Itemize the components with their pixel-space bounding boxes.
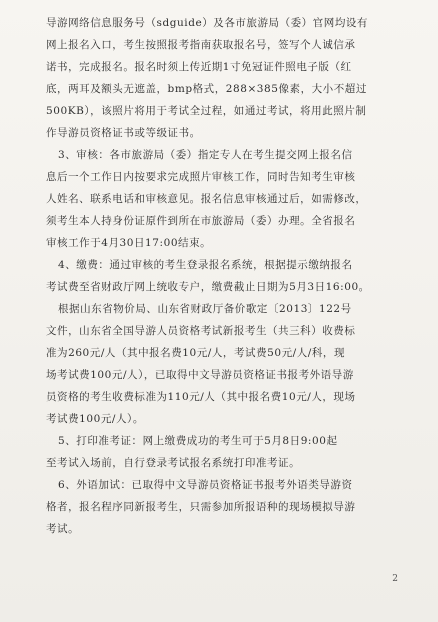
text-line: 底，两耳及额头无遮盖，bmp格式，288×385像素，大小不超过 (46, 83, 367, 95)
paragraph-registration (46, 12, 408, 144)
text-line: 审核工作于4月30日17:00结束。 (46, 237, 212, 249)
text-line: 4、缴费：通过审核的考生登录报名系统，根据提示缴纳报名 (58, 259, 353, 271)
text-line: 至考试入场前，自行登录考试报名系统打印准考证。 (46, 457, 301, 469)
text-line: 网上报名入口，考生按照报考指南获取报名号，签写个人诚信承 (46, 39, 356, 51)
text-line: 格者，报名程序同新报考生，只需参加所报语种的现场模拟导游 (46, 501, 356, 513)
text-line: 须考生本人持身份证原件到所在市旅游局（委）办理。全省报名 (46, 215, 356, 227)
text-line: 500KB），该照片将用于考试全过程，如通过考试，将用此照片制 (46, 105, 367, 117)
text-line: 导游网络信息服务号（sdguide）及各市旅游局（委）官网均设有 (46, 17, 368, 29)
page-number: 2 (392, 574, 398, 584)
text-line: 员资格的考生收费标准为110元/人（其中报名费10元/人，现场 (46, 391, 356, 403)
text-line: 作导游员资格证书或等级证书。 (46, 127, 201, 139)
text-line: 5、打印准考证：网上缴费成功的考生可于5月8日9:00起 (58, 435, 338, 447)
text-line: 准为260元/人（其中报名费10元/人，考试费50元/人/科，现 (46, 347, 346, 359)
text-line: 诺书，完成报名。报名时须上传近期1寸免冠证件照电子版（红 (46, 61, 352, 73)
text-line: 考试。 (46, 523, 80, 535)
text-line: 场考试费100元/人），已取得中文导游员资格证书报考外语导游 (46, 369, 354, 381)
text-line: 考试费至省财政厅网上统收专户，缴费截止日期为5月3日16:00。 (46, 281, 370, 293)
text-line: 文件，山东省全国导游人员资格考试新报考生（共三科）收费标 (46, 325, 356, 337)
text-line: 3、审核：各市旅游局（委）指定专人在考生提交网上报名信 (58, 149, 353, 161)
text-line: 根据山东省物价局、山东省财政厅备价歌定〔2013〕122号 (58, 303, 352, 315)
paragraph-payment (46, 254, 408, 430)
paragraph-review (46, 144, 408, 254)
text-line: 人姓名、联系电话和审核意见。报名信息审核通过后，如需修改， (46, 193, 367, 205)
paragraph-language-exam (46, 474, 408, 540)
paragraph-admission-ticket (46, 430, 408, 474)
text-line: 息后一个工作日内按要求完成照片审核工作，同时告知考生审核 (46, 171, 356, 183)
text-line: 考试费100元/人）。 (46, 413, 144, 425)
text-line: 6、外语加试：已取得中文导游员资格证书报考外语类导游资 (58, 479, 353, 491)
